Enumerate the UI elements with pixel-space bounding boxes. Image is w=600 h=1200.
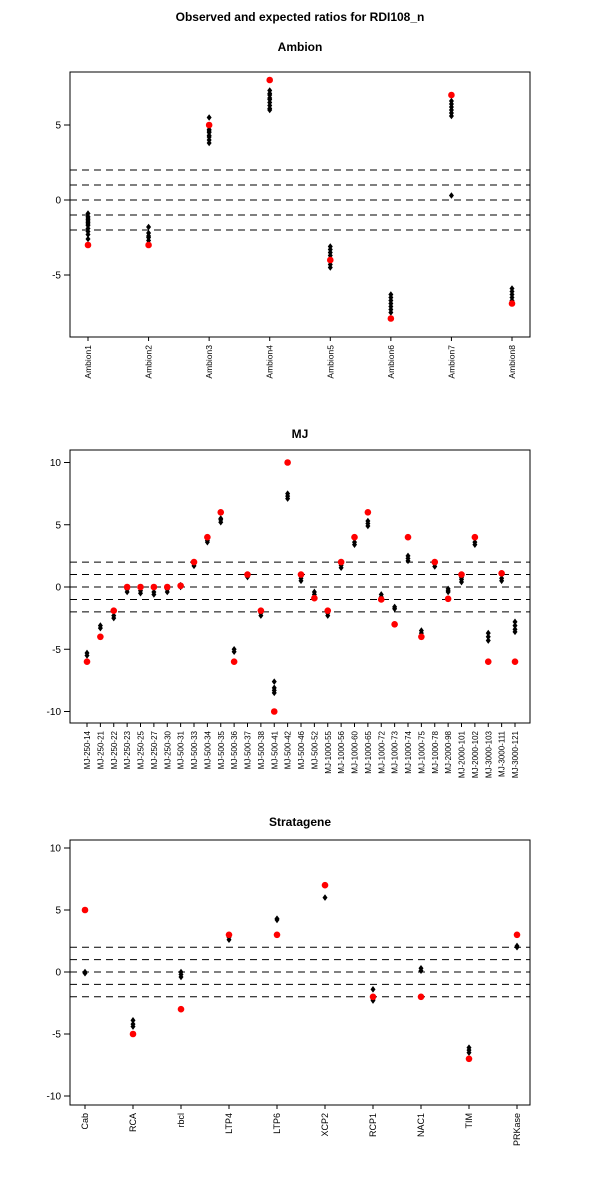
x-tick-label: MJ-1000-73	[390, 731, 400, 774]
x-tick-label: XCP2	[320, 1113, 330, 1137]
panel-title: MJ	[291, 427, 309, 441]
y-axis	[47, 844, 70, 1103]
x-tick-label: LTP4	[224, 1113, 234, 1134]
observed-points	[86, 87, 515, 316]
data-point-expected	[82, 907, 89, 914]
x-tick-label: Ambion3	[204, 345, 215, 379]
data-point-expected	[206, 122, 213, 129]
x-tick-label: Ambion5	[325, 345, 336, 379]
data-point-expected	[391, 621, 398, 628]
data-point-expected	[164, 584, 171, 591]
data-point-expected	[274, 932, 281, 939]
x-tick-label: MJ-500-38	[256, 731, 266, 770]
data-point-expected	[448, 92, 455, 99]
x-tick-label: MJ-500-41	[270, 731, 280, 770]
y-axis	[47, 458, 70, 718]
data-point-expected	[445, 596, 452, 603]
data-point-observed	[218, 515, 223, 522]
data-point-expected	[466, 1056, 473, 1063]
data-point-observed	[515, 943, 520, 950]
data-point-expected	[151, 584, 158, 591]
data-point-expected	[311, 595, 318, 602]
y-tick-label: -5	[52, 644, 61, 656]
x-tick-label: MJ-500-35	[216, 731, 226, 770]
x-tick-label: MJ-2000-101	[457, 731, 467, 779]
data-point-observed	[371, 986, 376, 993]
x-axis	[80, 1105, 522, 1146]
y-axis	[52, 121, 70, 282]
figure-title: Observed and expected ratios for RDI108_n	[175, 10, 425, 24]
data-point-expected	[97, 634, 104, 641]
data-point-expected	[370, 994, 377, 1001]
data-point-observed	[83, 970, 88, 977]
x-tick-label: MJ-500-46	[297, 731, 306, 770]
x-tick-label: MJ-1000-55	[323, 731, 333, 774]
x-tick-label: TIM	[464, 1113, 474, 1129]
x-tick-label: MJ-1000-56	[337, 731, 347, 774]
plot-box	[70, 72, 530, 337]
data-point-expected	[178, 1006, 185, 1013]
x-tick-label: LTP6	[272, 1113, 282, 1134]
observed-points	[83, 894, 520, 1056]
x-tick-label: MJ-250-30	[163, 731, 173, 770]
x-tick-label: MJ-500-31	[176, 731, 186, 770]
data-point-expected	[388, 315, 395, 322]
data-point-expected	[322, 882, 329, 889]
data-point-expected	[498, 570, 505, 577]
data-point-expected	[472, 534, 479, 541]
data-point-expected	[84, 658, 91, 665]
data-point-expected	[284, 459, 291, 466]
data-point-expected	[204, 534, 211, 541]
data-point-expected	[365, 509, 372, 516]
data-point-observed	[146, 224, 151, 231]
x-tick-label: Ambion6	[385, 345, 396, 379]
data-point-observed	[86, 236, 91, 243]
y-tick-label: -10	[46, 1091, 61, 1103]
x-tick-label: MJ-250-25	[136, 731, 146, 770]
x-tick-label: Ambion7	[446, 345, 457, 379]
x-tick-label: MJ-1000-74	[404, 731, 413, 774]
reference-lines	[70, 947, 530, 997]
chart-panel-mj	[0, 420, 600, 812]
y-tick-label: 5	[55, 120, 61, 132]
x-tick-label: MJ-500-34	[203, 731, 213, 770]
x-tick-label: MJ-1000-72	[377, 731, 387, 774]
data-point-expected	[418, 634, 425, 641]
data-point-expected	[405, 534, 412, 541]
data-point-expected	[231, 658, 238, 665]
x-tick-label: MJ-250-21	[96, 731, 106, 770]
data-point-expected	[351, 534, 358, 541]
x-tick-label: MJ-250-23	[123, 731, 133, 770]
x-tick-label: MJ-250-22	[109, 731, 119, 770]
panel-title: Ambion	[277, 40, 323, 54]
y-tick-label: 5	[55, 520, 61, 532]
y-tick-label: 10	[49, 843, 61, 855]
x-tick-label: MJ-500-52	[310, 731, 320, 770]
y-tick-label: -10	[46, 707, 61, 718]
y-tick-label: 0	[55, 195, 61, 207]
data-point-expected	[324, 607, 331, 614]
x-tick-label: MJ-500-33	[190, 731, 199, 770]
x-tick-label: RCA	[128, 1113, 138, 1133]
data-point-expected	[124, 584, 131, 591]
data-point-expected	[338, 559, 345, 566]
data-point-expected	[327, 257, 334, 264]
x-tick-label: MJ-500-42	[283, 731, 293, 770]
y-tick-label: -5	[52, 1029, 61, 1041]
observed-points	[85, 490, 518, 696]
data-point-expected	[431, 559, 438, 566]
data-point-expected	[137, 584, 144, 591]
data-point-observed	[272, 678, 277, 685]
x-tick-label: MJ-500-37	[243, 731, 253, 770]
data-point-observed	[323, 894, 328, 901]
x-tick-label: MJ-2000-102	[470, 731, 480, 779]
data-point-observed	[486, 637, 491, 644]
data-point-observed	[449, 192, 454, 199]
data-point-expected	[258, 607, 265, 614]
data-point-expected	[244, 571, 251, 578]
x-tick-label: MJ-1000-60	[350, 731, 360, 774]
reference-lines	[70, 170, 530, 230]
x-tick-label: MJ-3000-103	[484, 731, 494, 779]
data-point-expected	[514, 932, 521, 939]
data-point-expected	[378, 596, 385, 603]
x-tick-label: rbcl	[176, 1113, 186, 1128]
data-point-expected	[130, 1031, 137, 1038]
data-point-expected	[512, 658, 519, 665]
x-tick-label: Cab	[80, 1113, 90, 1130]
data-point-observed	[207, 114, 212, 121]
data-point-expected	[217, 509, 224, 516]
x-tick-label: Ambion2	[143, 345, 154, 379]
data-point-expected	[145, 242, 152, 249]
data-point-expected	[110, 607, 117, 614]
panel-title: Stratagene	[268, 815, 332, 829]
x-tick-label: MJ-1000-75	[417, 731, 427, 774]
data-point-expected	[298, 571, 305, 578]
x-tick-label: MJ-250-27	[149, 731, 159, 770]
x-tick-label: MJ-2000-98	[444, 731, 454, 774]
y-tick-label: 10	[49, 458, 61, 469]
data-point-expected	[418, 994, 425, 1001]
data-point-expected	[226, 932, 233, 939]
data-point-expected	[85, 242, 92, 249]
y-tick-label: 0	[55, 967, 61, 979]
x-tick-label: MJ-500-36	[230, 731, 240, 770]
x-tick-label: MJ-3000-121	[511, 731, 520, 779]
x-tick-label: MJ-1000-65	[363, 731, 373, 774]
data-point-expected	[266, 77, 273, 84]
data-point-expected	[485, 658, 492, 665]
x-tick-label: RCP1	[368, 1113, 378, 1138]
y-tick-label: 0	[55, 582, 61, 594]
y-tick-label: -5	[52, 270, 61, 282]
x-tick-label: Ambion8	[507, 345, 517, 379]
data-point-expected	[271, 708, 278, 715]
y-tick-label: 5	[55, 905, 61, 917]
x-tick-label: PRKase	[512, 1113, 522, 1147]
x-tick-label: MJ-250-14	[83, 731, 92, 770]
x-axis	[83, 337, 517, 379]
x-tick-label: MJ-1000-78	[430, 731, 440, 774]
chart-panel-ambion	[0, 30, 600, 418]
x-tick-label: MJ-3000-111	[497, 731, 507, 777]
x-tick-label: Ambion4	[264, 345, 275, 379]
data-point-expected	[177, 582, 184, 589]
chart-panel-stratagene	[0, 812, 600, 1200]
data-point-expected	[509, 300, 516, 307]
x-tick-label: Ambion1	[83, 345, 93, 379]
data-point-observed	[275, 915, 280, 922]
x-axis	[83, 723, 520, 778]
data-point-expected	[191, 559, 198, 566]
data-point-expected	[458, 571, 465, 578]
x-tick-label: NAC1	[416, 1113, 426, 1138]
